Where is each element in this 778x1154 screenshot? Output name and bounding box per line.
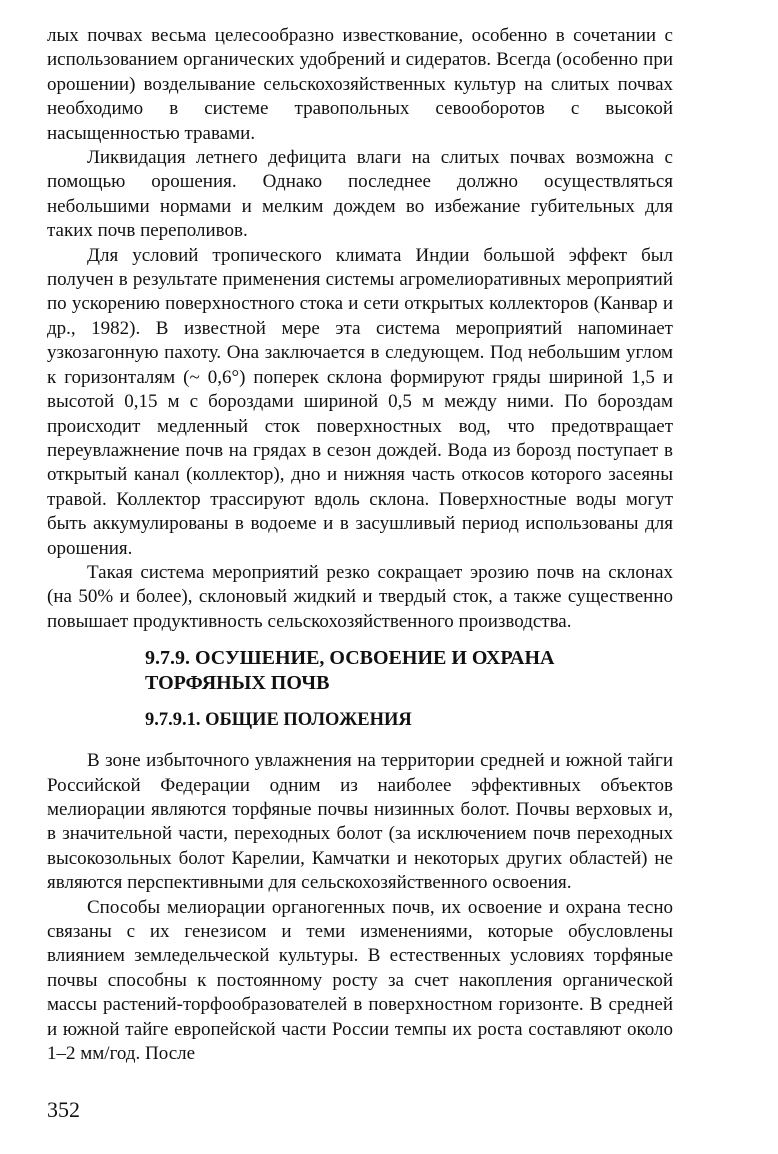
paragraph: лых почвах весьма целесообразно известкование, особенно в сочетании с использованием органических удобрений и сидератов. Всегда (особенно при орошении) возделывание сельскохозяйственных культур на слитых почвах необходимо в системе травопольных севооборотов с высокой насыщенностью травами. [47, 25, 673, 144]
section-heading: 9.7.9. ОСУШЕНИЕ, ОСВОЕНИЕ И ОХРАНА ТОРФЯНЫХ ПОЧВ [145, 647, 555, 695]
paragraph: Для условий тропического климата Индии большой эффект был получен в результате применения системы агромелиоративных мероприятий по ускорению поверхностного стока и сети открытых коллекторов (Канвар и др., 1982). В известной мере эта система мероприятий напоминает узкозагонную пахоту. Она заключается в следующем. Под небольшим углом к горизонталям (~ 0,6°) поперек склона формируют гряды шириной 1,5 и высотой 0,15 м с бороздами шириной 0,5 м между ними. По бороздам происходит медленный сток поверхностных вод, что предотвращает переувлажнение почв на грядах в сезон дождей. Вода из борозд поступает в открытый канал (коллектор), дно и нижняя часть откосов которого засеяны травой. Коллектор трассируют вдоль склона. Поверхностные воды могут быть аккумулированы в водоеме и в засушливый период использованы для орошения. [47, 244, 673, 559]
paragraph: Ликвидация летнего дефицита влаги на слитых почвах возможна с помощью орошения. Однако последнее должно осуществляться небольшими нормами и мелким дождем во избежание губительных для таких почв переполивов. [47, 147, 673, 242]
paragraph: Такая система мероприятий резко сокращает эрозию почв на склонах (на 50% и более), склоновый жидкий и твердый сток, а также существенно повышает продуктивность сельскохозяйственного производства. [47, 561, 673, 632]
page-number: 352 [47, 1097, 80, 1122]
paragraph: В зоне избыточного увлажнения на территории средней и южной тайги Российской Федерации одним из наиболее эффективных объектов мелиорации являются торфяные почвы низинных болот. Почвы верховых и, в значительной части, переходных болот (за исключением почв переходных высокозольных болот Карелии, Камчатки и некоторых других областей) не являются перспективными для сельскохозяйственного освоения. [47, 750, 673, 894]
paragraph: Способы мелиорации органогенных почв, их освоение и охрана тесно связаны с их генезисом и теми изменениями, которые обусловлены влиянием земледельческой культуры. В естественных условиях торфяные почвы способны к постоянному росту за счет накопления органической массы растений-торфообразователей в поверхностном горизонте. В средней и южной тайге европейской части России темпы их роста составляют около 1–2 мм/год. После [47, 896, 673, 1065]
subsection-heading: 9.7.9.1. ОБЩИЕ ПОЛОЖЕНИЯ [145, 710, 412, 731]
document-page [47, 24, 673, 1066]
